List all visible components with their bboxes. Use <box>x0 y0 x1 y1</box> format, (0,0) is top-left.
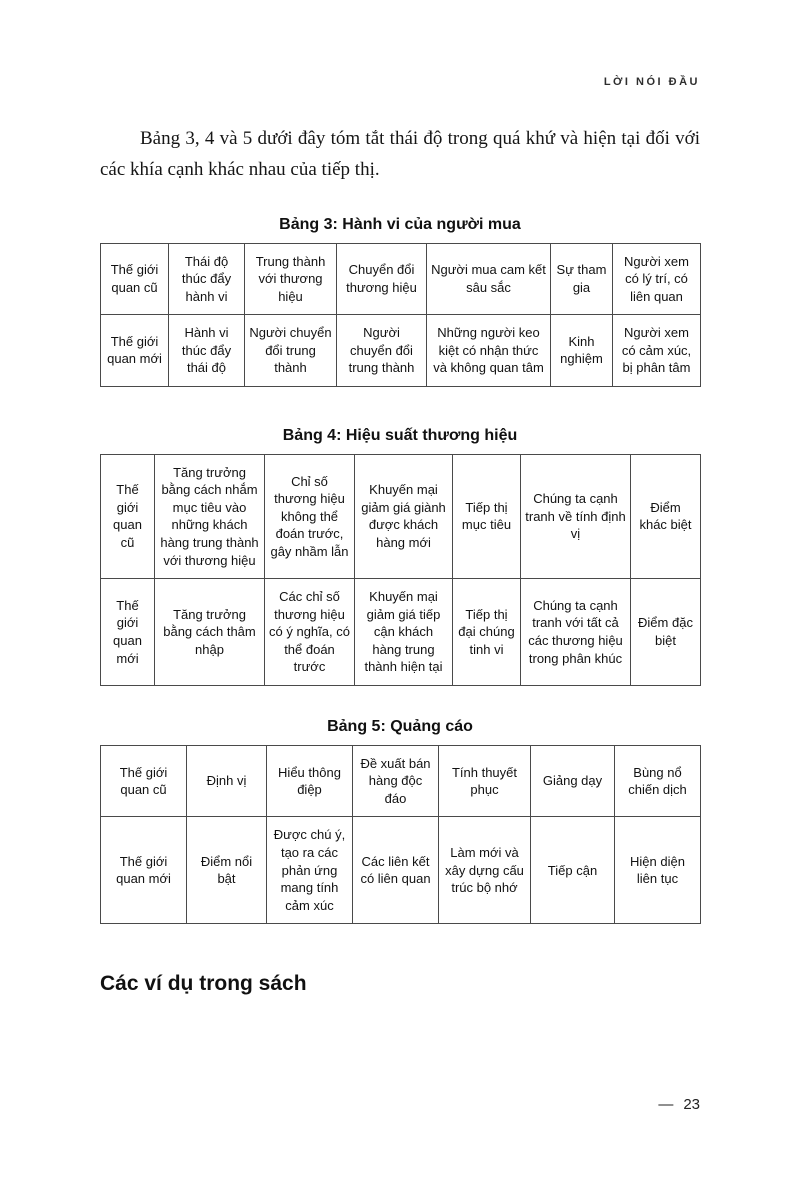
table-cell: Người xem có cảm xúc, bị phân tâm <box>613 315 701 387</box>
table-cell: Tăng trưởng bằng cách nhắm mục tiêu vào những khách hàng trung thành với thương hiệu <box>155 454 265 578</box>
table-cell: Thế giới quan cũ <box>101 454 155 578</box>
table-cell: Thế giới quan mới <box>101 315 169 387</box>
page-number <box>658 1096 700 1113</box>
table-cell: Người xem có lý trí, có liên quan <box>613 243 701 315</box>
table-cell: Khuyến mại giảm giá tiếp cận khách hàng trung thành hiện tại <box>355 579 453 686</box>
table-5-title: Bảng 5: Quảng cáo <box>327 717 473 735</box>
table-cell: Người chuyển đổi trung thành <box>245 315 337 387</box>
table-cell: Bùng nổ chiến dịch <box>615 745 701 817</box>
table-cell: Đề xuất bán hàng độc đáo <box>353 745 439 817</box>
table-cell: Kinh nghiệm <box>551 315 613 387</box>
table-row <box>101 579 701 686</box>
page-number-dash: — <box>658 1096 674 1113</box>
table-cell: Điểm nổi bật <box>187 817 267 924</box>
page-number-value: 23 <box>683 1096 700 1113</box>
table-row <box>101 243 701 315</box>
table-cell: Tiếp cận <box>531 817 615 924</box>
table-cell: Hành vi thúc đẩy thái độ <box>169 315 245 387</box>
table-row <box>101 745 701 817</box>
table-cell: Giảng dạy <box>531 745 615 817</box>
table-cell: Định vị <box>187 745 267 817</box>
table-3-buyer-behavior <box>100 243 701 387</box>
table-3-title: Bảng 3: Hành vi của người mua <box>279 215 521 233</box>
table-cell: Thế giới quan cũ <box>101 745 187 817</box>
table-cell: Tăng trưởng bằng cách thâm nhập <box>155 579 265 686</box>
table-cell: Hiểu thông điệp <box>267 745 353 817</box>
table-cell: Người mua cam kết sâu sắc <box>427 243 551 315</box>
section-heading: Các ví dụ trong sách <box>100 972 307 996</box>
table-cell: Những người keo kiệt có nhận thức và không quan tâm <box>427 315 551 387</box>
table-cell: Chuyển đổi thương hiệu <box>337 243 427 315</box>
table-cell: Người chuyển đổi trung thành <box>337 315 427 387</box>
table-cell: Thái độ thúc đẩy hành vi <box>169 243 245 315</box>
table-cell: Tiếp thị mục tiêu <box>453 454 521 578</box>
table-5-advertising <box>100 745 701 924</box>
table-cell: Chỉ số thương hiệu không thể đoán trước, gây nhầm lẫn <box>265 454 355 578</box>
table-cell: Hiện diện liên tục <box>615 817 701 924</box>
table-cell: Các liên kết có liên quan <box>353 817 439 924</box>
table-cell: Làm mới và xây dựng cấu trúc bộ nhớ <box>439 817 531 924</box>
table-cell: Điểm khác biệt <box>631 454 701 578</box>
table-cell: Tính thuyết phục <box>439 745 531 817</box>
table-cell: Chúng ta cạnh tranh về tính định vị <box>521 454 631 578</box>
table-cell: Được chú ý, tạo ra các phản ứng mang tính cảm xúc <box>267 817 353 924</box>
table-cell: Điểm đặc biệt <box>631 579 701 686</box>
table-cell: Khuyến mại giảm giá giành được khách hàng mới <box>355 454 453 578</box>
intro-paragraph: Bảng 3, 4 và 5 dưới đây tóm tắt thái độ trong quá khứ và hiện tại đối với các khía cạnh khác nhau của tiếp thị. <box>100 128 700 180</box>
table-cell: Các chỉ số thương hiệu có ý nghĩa, có thể đoán trước <box>265 579 355 686</box>
table-cell: Trung thành với thương hiệu <box>245 243 337 315</box>
table-cell: Sự tham gia <box>551 243 613 315</box>
running-header: LỜI NÓI ĐẦU <box>603 76 700 88</box>
table-cell: Tiếp thị đại chúng tinh vi <box>453 579 521 686</box>
table-row <box>101 817 701 924</box>
table-4-brand-performance <box>100 454 701 686</box>
table-cell: Chúng ta cạnh tranh với tất cả các thương hiệu trong phân khúc <box>521 579 631 686</box>
table-4-title: Bảng 4: Hiệu suất thương hiệu <box>282 426 518 444</box>
table-row <box>101 315 701 387</box>
table-cell: Thế giới quan cũ <box>101 243 169 315</box>
table-row <box>101 454 701 578</box>
table-cell: Thế giới quan mới <box>101 579 155 686</box>
table-cell: Thế giới quan mới <box>101 817 187 924</box>
